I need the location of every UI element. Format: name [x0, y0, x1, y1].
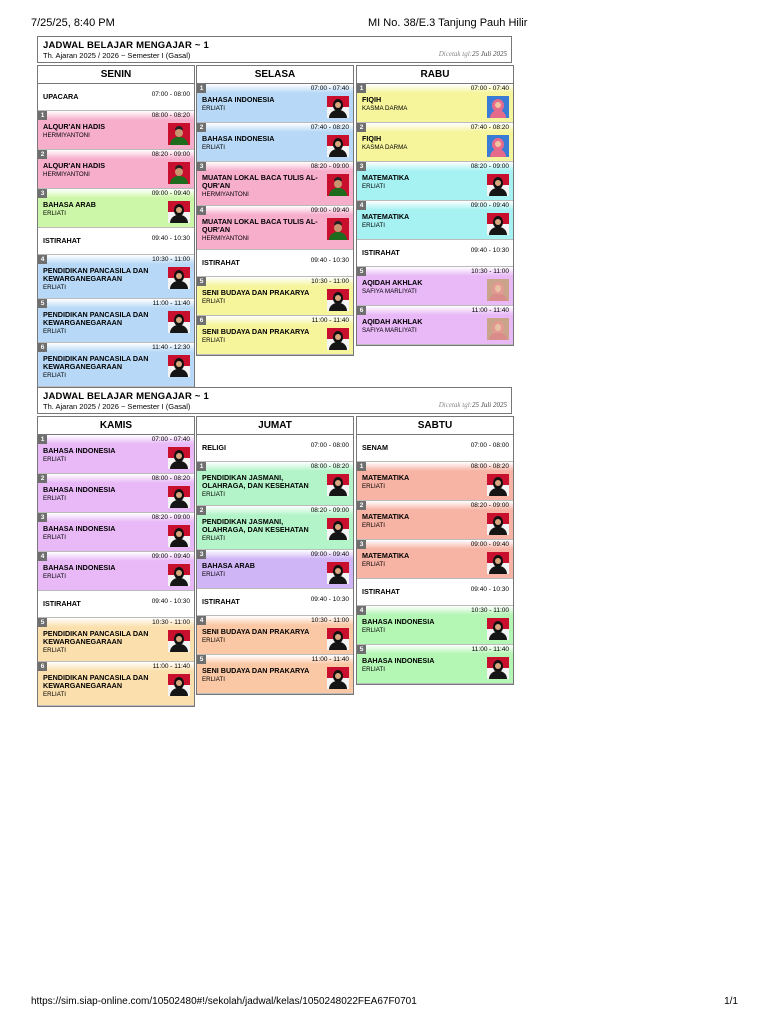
period-number: 3 [38, 513, 47, 522]
teacher-photo [168, 123, 190, 145]
slot-time: 08:20 - 09:00 [310, 163, 349, 170]
teacher-name: ERLIATI [43, 647, 66, 654]
slot-time: 08:20 - 09:00 [470, 163, 509, 170]
period-number: 4 [38, 255, 47, 264]
lesson-slot[interactable] [197, 162, 353, 206]
day-header: KAMIS [38, 417, 194, 435]
subject-name: SENI BUDAYA DAN PRAKARYA [202, 666, 310, 675]
teacher-name: ERLIATI [43, 210, 66, 217]
period-number: 2 [38, 474, 47, 483]
slot-time: 07:40 - 08:20 [310, 124, 349, 131]
teacher-photo [168, 564, 190, 586]
break-label: ISTIRAHAT [43, 599, 81, 608]
slot-time: 07:00 - 08:00 [310, 442, 349, 449]
period-number: 1 [357, 84, 366, 93]
subject-name: MATEMATIKA [362, 551, 410, 560]
slot-time: 09:00 - 09:40 [470, 541, 509, 548]
slot-time: 08:20 - 09:00 [151, 514, 190, 521]
slot-time: 11:00 - 11:40 [311, 317, 349, 324]
day-column-kamis [37, 416, 195, 707]
slot-time: 08:00 - 08:20 [151, 475, 190, 482]
teacher-name: ERLIATI [202, 144, 225, 151]
subject-name: BAHASA INDONESIA [43, 563, 116, 572]
lesson-slot[interactable] [38, 255, 194, 299]
teacher-photo [327, 96, 349, 118]
slot-time: 09:40 - 10:30 [310, 257, 349, 264]
period-number: 5 [38, 299, 47, 308]
lesson-slot[interactable] [357, 645, 513, 684]
period-number: 4 [357, 201, 366, 210]
lesson-slot[interactable] [38, 435, 194, 474]
slot-time: 08:20 - 09:00 [470, 502, 509, 509]
day-header: RABU [357, 66, 513, 84]
subject-name: MUATAN LOKAL BACA TULIS AL-QUR'AN [202, 217, 318, 234]
page-number: 1/1 [724, 996, 738, 1007]
teacher-name: ERLIATI [202, 491, 225, 498]
subject-name: PENDIDIKAN PANCASILA DAN KEWARGANEGARAAN [43, 673, 149, 690]
slot-time: 10:30 - 11:00 [311, 278, 349, 285]
period-number: 3 [357, 540, 366, 549]
period-number: 3 [197, 162, 206, 171]
lesson-slot[interactable] [38, 662, 194, 706]
printed-date [439, 50, 507, 58]
period-number: 6 [38, 343, 47, 352]
teacher-name: ERLIATI [43, 284, 66, 291]
period-number: 4 [357, 606, 366, 615]
period-number: 5 [197, 655, 206, 664]
break-slot [357, 435, 513, 462]
lesson-slot[interactable] [357, 501, 513, 540]
teacher-photo [487, 318, 509, 340]
lesson-slot[interactable] [197, 123, 353, 162]
subject-name: MATEMATIKA [362, 512, 410, 521]
subject-name: PENDIDIKAN JASMANI, OLAHRAGA, DAN KESEHATAN [202, 517, 309, 534]
teacher-photo [487, 213, 509, 235]
teacher-photo [168, 486, 190, 508]
teacher-name: ERLIATI [43, 573, 66, 580]
day-column-sabtu [356, 416, 514, 685]
slot-time: 11:00 - 11:40 [471, 307, 509, 314]
lesson-slot[interactable] [357, 84, 513, 123]
slot-time: 10:30 - 11:00 [471, 607, 509, 614]
lesson-slot[interactable] [197, 277, 353, 316]
teacher-photo [487, 174, 509, 196]
lesson-slot[interactable] [38, 150, 194, 189]
lesson-slot[interactable] [38, 299, 194, 343]
teacher-photo [168, 674, 190, 696]
slot-time: 09:40 - 10:30 [151, 598, 190, 605]
slot-time: 11:00 - 11:40 [152, 300, 190, 307]
lesson-slot[interactable] [197, 316, 353, 355]
print-footer [31, 996, 738, 1007]
lesson-slot[interactable] [38, 189, 194, 228]
period-number: 5 [197, 277, 206, 286]
day-header: SENIN [38, 66, 194, 84]
slot-time: 07:00 - 07:40 [470, 85, 509, 92]
lesson-slot[interactable] [38, 618, 194, 662]
slot-time: 09:00 - 09:40 [151, 190, 190, 197]
day-header: SELASA [197, 66, 353, 84]
period-number: 3 [38, 189, 47, 198]
lesson-slot[interactable] [38, 343, 194, 387]
teacher-name: HERMIYANTONI [202, 191, 249, 198]
teacher-name: ERLIATI [362, 183, 385, 190]
day-column-jumat [196, 416, 354, 695]
subject-name: ALQUR'AN HADIS [43, 122, 106, 131]
slot-time: 09:00 - 09:40 [151, 553, 190, 560]
subject-name: BAHASA INDONESIA [43, 446, 116, 455]
subject-name: AQIDAH AKHLAK [362, 317, 423, 326]
break-label: UPACARA [43, 92, 79, 101]
teacher-photo [168, 630, 190, 652]
slot-time: 09:00 - 09:40 [470, 202, 509, 209]
lesson-slot[interactable] [38, 111, 194, 150]
period-number: 2 [197, 506, 206, 515]
subject-name: PENDIDIKAN JASMANI, OLAHRAGA, DAN KESEHATAN [202, 473, 309, 490]
subject-name: FIQIH [362, 134, 382, 143]
subject-name: SENI BUDAYA DAN PRAKARYA [202, 627, 310, 636]
teacher-name: ERLIATI [43, 328, 66, 335]
slot-time: 09:00 - 09:40 [310, 551, 349, 558]
break-slot [197, 589, 353, 616]
break-label: ISTIRAHAT [202, 258, 240, 267]
teacher-photo [327, 667, 349, 689]
teacher-name: ERLIATI [362, 522, 385, 529]
slot-time: 09:40 - 10:30 [470, 247, 509, 254]
teacher-photo [487, 552, 509, 574]
teacher-photo [327, 328, 349, 350]
teacher-photo [168, 355, 190, 377]
break-label: RELIGI [202, 443, 226, 452]
slot-time: 10:30 - 11:00 [152, 256, 190, 263]
break-label: ISTIRAHAT [202, 597, 240, 606]
day-column-senin [37, 65, 195, 388]
slot-time: 08:20 - 09:00 [151, 151, 190, 158]
teacher-name: ERLIATI [202, 676, 225, 683]
period-number: 3 [197, 550, 206, 559]
period-number: 2 [357, 123, 366, 132]
period-number: 2 [357, 501, 366, 510]
break-slot [197, 435, 353, 462]
period-number: 1 [197, 462, 206, 471]
teacher-photo [327, 218, 349, 240]
break-slot [38, 591, 194, 618]
period-number: 4 [197, 616, 206, 625]
subject-name: FIQIH [362, 95, 382, 104]
teacher-photo [487, 474, 509, 496]
teacher-name: HERMIYANTONI [202, 235, 249, 242]
teacher-photo [327, 628, 349, 650]
teacher-photo [487, 657, 509, 679]
teacher-photo [327, 289, 349, 311]
slot-time: 09:40 - 10:30 [151, 235, 190, 242]
teacher-name: ERLIATI [202, 571, 225, 578]
lesson-slot[interactable] [357, 606, 513, 645]
teacher-photo [487, 279, 509, 301]
slot-time: 07:00 - 08:00 [151, 91, 190, 98]
print-datetime: 7/25/25, 8:40 PM [31, 17, 115, 29]
teacher-name: ERLIATI [362, 627, 385, 634]
period-number: 5 [357, 645, 366, 654]
print-title: MI No. 38/E.3 Tanjung Pauh Hilir [368, 17, 528, 29]
teacher-photo [487, 618, 509, 640]
period-number: 6 [357, 306, 366, 315]
slot-time: 09:00 - 09:40 [310, 207, 349, 214]
slot-time: 10:30 - 11:00 [471, 268, 509, 275]
printed-date-label: Dicetak tgl: [438, 50, 472, 58]
day-header: JUMAT [197, 417, 353, 435]
teacher-name: ERLIATI [43, 495, 66, 502]
subject-name: MATEMATIKA [362, 473, 410, 482]
day-column-selasa [196, 65, 354, 356]
slot-time: 07:00 - 07:40 [310, 85, 349, 92]
teacher-name: HERMIYANTONI [43, 132, 90, 139]
lesson-slot[interactable] [197, 616, 353, 655]
teacher-photo [327, 518, 349, 540]
teacher-name: ERLIATI [202, 105, 225, 112]
subject-name: PENDIDIKAN PANCASILA DAN KEWARGANEGARAAN [43, 354, 149, 371]
break-slot [357, 579, 513, 606]
slot-time: 11:00 - 11:40 [311, 656, 349, 663]
teacher-photo [327, 135, 349, 157]
teacher-name: HERMIYANTONI [43, 171, 90, 178]
subject-name: PENDIDIKAN PANCASILA DAN KEWARGANEGARAAN [43, 310, 149, 327]
period-number: 1 [38, 435, 47, 444]
break-label: ISTIRAHAT [362, 587, 400, 596]
slot-time: 10:30 - 11:00 [311, 617, 349, 624]
teacher-name: ERLIATI [43, 456, 66, 463]
schedule-title: JADWAL BELAJAR MENGAJAR ~ 1 [43, 391, 209, 402]
slot-time: 10:30 - 11:00 [152, 619, 190, 626]
slot-time: 08:00 - 08:20 [470, 463, 509, 470]
period-number: 3 [357, 162, 366, 171]
subject-name: MATEMATIKA [362, 173, 410, 182]
teacher-name: ERLIATI [43, 534, 66, 541]
break-label: ISTIRAHAT [43, 236, 81, 245]
print-header [31, 17, 718, 31]
slot-time: 09:40 - 10:30 [310, 596, 349, 603]
slot-time: 11:00 - 11:40 [152, 663, 190, 670]
subject-name: MUATAN LOKAL BACA TULIS AL-QUR'AN [202, 173, 318, 190]
teacher-photo [327, 474, 349, 496]
printed-date-value: 25 Juli 2025 [472, 50, 507, 58]
subject-name: BAHASA INDONESIA [362, 617, 435, 626]
lesson-slot[interactable] [197, 462, 353, 506]
lesson-slot[interactable] [197, 506, 353, 550]
slot-time: 09:40 - 10:30 [470, 586, 509, 593]
teacher-photo [168, 311, 190, 333]
teacher-photo [487, 513, 509, 535]
period-number: 6 [38, 662, 47, 671]
period-number: 1 [357, 462, 366, 471]
lesson-slot[interactable] [357, 540, 513, 579]
subject-name: PENDIDIKAN PANCASILA DAN KEWARGANEGARAAN [43, 266, 149, 283]
period-number: 6 [197, 316, 206, 325]
subject-name: BAHASA ARAB [43, 200, 96, 209]
break-label: ISTIRAHAT [362, 248, 400, 257]
print-url: https://sim.siap-online.com/10502480#!/sekolah/jadwal/kelas/1050248022FEA67F0701 [31, 996, 417, 1007]
period-number: 2 [38, 150, 47, 159]
lesson-slot[interactable] [197, 655, 353, 694]
slot-time: 08:20 - 09:00 [310, 507, 349, 514]
break-slot [38, 228, 194, 255]
period-number: 4 [197, 206, 206, 215]
lesson-slot[interactable] [357, 201, 513, 240]
subject-name: BAHASA INDONESIA [202, 95, 275, 104]
teacher-photo [327, 174, 349, 196]
printed-date-value: 25 Juli 2025 [472, 401, 507, 409]
schedule-title-box [37, 387, 512, 414]
slot-time: 07:00 - 08:00 [470, 442, 509, 449]
break-label: SENAM [362, 443, 388, 452]
schedule-subtitle: Th. Ajaran 2025 / 2026 ~ Semester I (Gasal) [43, 402, 191, 411]
teacher-photo [168, 447, 190, 469]
teacher-photo [168, 201, 190, 223]
lesson-slot[interactable] [357, 162, 513, 201]
teacher-name: ERLIATI [362, 666, 385, 673]
teacher-name: ERLIATI [43, 691, 66, 698]
teacher-photo [168, 267, 190, 289]
slot-time: 07:00 - 07:40 [151, 436, 190, 443]
printed-date [439, 401, 507, 409]
teacher-name: ERLIATI [202, 637, 225, 644]
schedule-title-box [37, 36, 512, 63]
lesson-slot[interactable] [197, 84, 353, 123]
subject-name: SENI BUDAYA DAN PRAKARYA [202, 327, 310, 336]
period-number: 5 [357, 267, 366, 276]
day-column-rabu [356, 65, 514, 346]
schedule-subtitle: Th. Ajaran 2025 / 2026 ~ Semester I (Gasal) [43, 51, 191, 60]
slot-time: 11:40 - 12:30 [152, 344, 190, 351]
lesson-slot[interactable] [197, 550, 353, 589]
slot-time: 08:00 - 08:20 [310, 463, 349, 470]
slot-time: 07:40 - 08:20 [470, 124, 509, 131]
teacher-name: ERLIATI [202, 298, 225, 305]
teacher-name: KASMA DARMA [362, 105, 408, 112]
lesson-slot[interactable] [357, 123, 513, 162]
teacher-name: SAFIYA MARLIYATI [362, 327, 417, 334]
teacher-name: ERLIATI [362, 483, 385, 490]
lesson-slot[interactable] [357, 267, 513, 306]
slot-time: 11:00 - 11:40 [471, 646, 509, 653]
period-number: 4 [38, 552, 47, 561]
break-slot [38, 84, 194, 111]
lesson-slot[interactable] [38, 513, 194, 552]
subject-name: MATEMATIKA [362, 212, 410, 221]
break-slot [197, 250, 353, 277]
subject-name: AQIDAH AKHLAK [362, 278, 423, 287]
period-number: 1 [197, 84, 206, 93]
lesson-slot[interactable] [357, 306, 513, 345]
subject-name: BAHASA INDONESIA [43, 524, 116, 533]
lesson-slot[interactable] [197, 206, 353, 250]
teacher-photo [168, 525, 190, 547]
break-slot [357, 240, 513, 267]
teacher-name: ERLIATI [202, 337, 225, 344]
subject-name: BAHASA INDONESIA [202, 134, 275, 143]
subject-name: PENDIDIKAN PANCASILA DAN KEWARGANEGARAAN [43, 629, 149, 646]
teacher-photo [487, 135, 509, 157]
teacher-name: ERLIATI [202, 535, 225, 542]
teacher-name: SAFIYA MARLIYATI [362, 288, 417, 295]
teacher-photo [327, 562, 349, 584]
teacher-name: ERLIATI [362, 561, 385, 568]
schedule-title: JADWAL BELAJAR MENGAJAR ~ 1 [43, 40, 209, 51]
lesson-slot[interactable] [38, 474, 194, 513]
subject-name: BAHASA INDONESIA [43, 485, 116, 494]
period-number: 1 [38, 111, 47, 120]
lesson-slot[interactable] [357, 462, 513, 501]
lesson-slot[interactable] [38, 552, 194, 591]
teacher-photo [487, 96, 509, 118]
period-number: 2 [197, 123, 206, 132]
slot-time: 08:00 - 08:20 [151, 112, 190, 119]
teacher-photo [168, 162, 190, 184]
day-header: SABTU [357, 417, 513, 435]
printed-date-label: Dicetak tgl: [438, 401, 472, 409]
teacher-name: ERLIATI [362, 222, 385, 229]
subject-name: BAHASA ARAB [202, 561, 255, 570]
period-number: 5 [38, 618, 47, 627]
subject-name: BAHASA INDONESIA [362, 656, 435, 665]
teacher-name: ERLIATI [43, 372, 66, 379]
subject-name: ALQUR'AN HADIS [43, 161, 106, 170]
teacher-name: KASMA DARMA [362, 144, 408, 151]
subject-name: SENI BUDAYA DAN PRAKARYA [202, 288, 310, 297]
